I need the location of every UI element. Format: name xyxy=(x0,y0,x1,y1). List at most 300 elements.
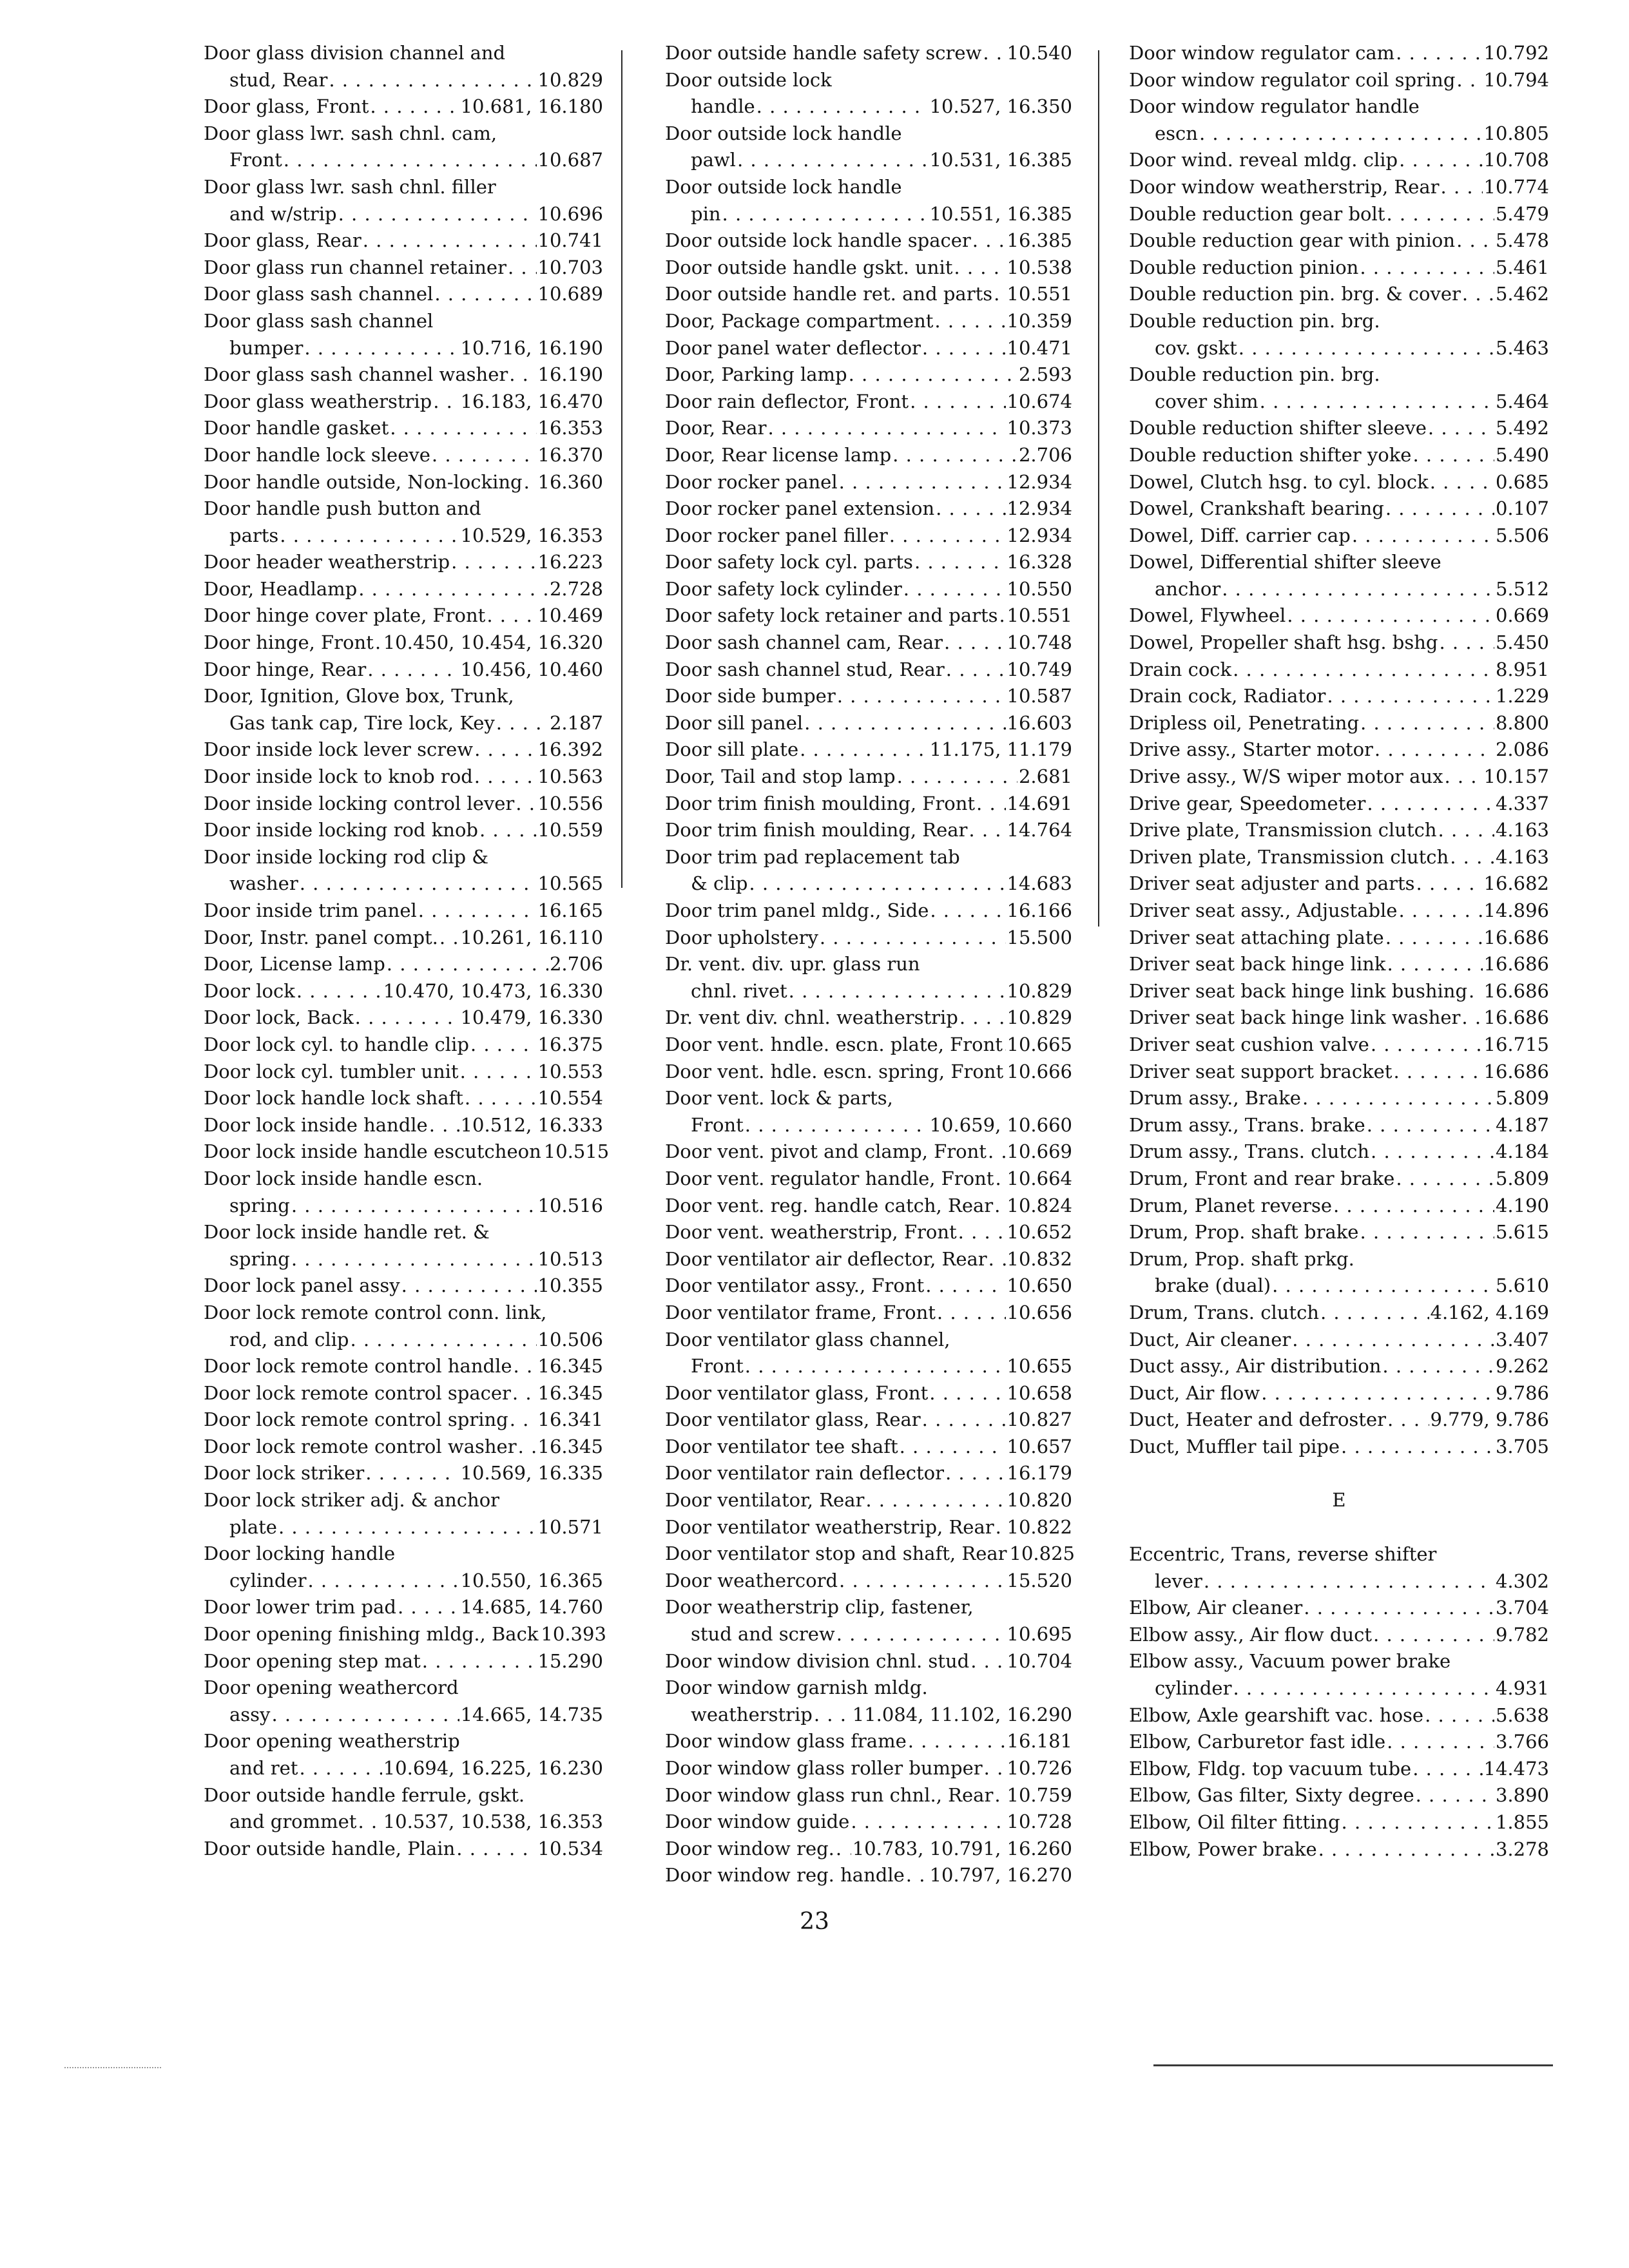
index-entry xyxy=(1129,40,1549,67)
scan-artifact-line-left xyxy=(64,2067,161,2068)
index-entry-line xyxy=(204,1300,603,1327)
index-entry-text: Door weathercord xyxy=(665,1569,838,1591)
index-entry-line xyxy=(665,1728,1072,1755)
index-entry-reference: 10.531, 16.385 xyxy=(929,149,1072,171)
index-entry-text: Door vent. regulator handle, Front xyxy=(665,1167,994,1189)
index-entry-reference: 10.703 xyxy=(537,256,603,278)
index-entry-reference: 5.490 xyxy=(1495,443,1549,466)
index-entry-reference: 10.696 xyxy=(537,202,603,225)
dot-leader xyxy=(1204,1568,1494,1595)
index-entry-continuation-line xyxy=(665,1353,1072,1380)
index-entry xyxy=(665,1460,1072,1487)
dot-leader xyxy=(908,1728,1006,1755)
dot-leader xyxy=(745,1112,929,1139)
index-entry-text: Door lock, Back xyxy=(204,1006,354,1029)
index-entry-text: stud and screw xyxy=(691,1623,835,1646)
dot-leader xyxy=(999,602,1006,629)
index-entry xyxy=(204,1112,603,1139)
index-entry-text: plate xyxy=(229,1515,277,1538)
index-entry xyxy=(204,1675,603,1728)
dot-leader xyxy=(363,227,537,255)
index-entry-text: pawl xyxy=(691,149,736,171)
dot-leader xyxy=(510,1407,537,1434)
index-entry xyxy=(1129,67,1549,94)
index-entry-continuation-line xyxy=(204,147,603,174)
index-entry-reference: 14.683 xyxy=(1007,872,1072,895)
index-entry xyxy=(204,495,603,549)
index-entry-text: Dowel, Diff. carrier cap xyxy=(1129,524,1351,546)
index-entry-reference: 8.951 xyxy=(1495,658,1549,680)
index-entry-reference: 5.479 xyxy=(1495,202,1549,225)
index-entry-line xyxy=(204,764,603,791)
dot-leader xyxy=(1327,683,1494,710)
index-entry xyxy=(1129,791,1549,818)
index-entry-continuation-line xyxy=(204,1193,603,1220)
dot-leader xyxy=(451,549,536,576)
dot-leader xyxy=(954,255,1005,282)
index-entry-reference: 11.175, 11.179 xyxy=(929,738,1072,761)
index-entry-reference: 10.716, 16.190 xyxy=(460,336,603,359)
dot-leader xyxy=(946,657,1006,684)
index-entry-line xyxy=(204,40,603,67)
index-entry xyxy=(204,951,603,978)
index-entry-continuation-line xyxy=(204,67,603,94)
index-entry xyxy=(665,736,1072,764)
index-entry-line xyxy=(204,1675,603,1702)
dot-leader xyxy=(914,549,1006,576)
index-entry xyxy=(1129,764,1549,791)
index-entry-continuation-line xyxy=(204,710,603,737)
dot-leader xyxy=(1385,495,1494,523)
index-entry-continuation-line xyxy=(1129,389,1549,416)
index-entry-line xyxy=(1129,281,1549,308)
index-entry-line xyxy=(665,1594,1072,1621)
index-entry-line xyxy=(204,442,603,469)
index-entry-text: Door glass sash channel xyxy=(204,309,434,332)
dot-leader xyxy=(837,683,1006,710)
dot-leader xyxy=(1396,40,1482,67)
index-entry-text: Driver seat back hinge link bushing xyxy=(1129,979,1468,1002)
dot-leader xyxy=(1304,1595,1494,1622)
index-entry-text: Door trim finish moulding, Rear xyxy=(665,819,968,841)
index-entry-reference: 3.278 xyxy=(1495,1838,1549,1860)
index-entry xyxy=(665,1434,1072,1461)
index-entry-reference: 10.540 xyxy=(1007,42,1072,64)
dot-leader xyxy=(358,1809,381,1836)
index-entry-reference: 9.782 xyxy=(1495,1623,1549,1646)
index-entry-text: Door lock inside handle escutcheon xyxy=(204,1140,541,1163)
dot-leader xyxy=(470,1032,537,1059)
index-entry-line xyxy=(665,1273,1072,1300)
index-entry-reference: 10.664 xyxy=(1007,1167,1072,1189)
index-entry-text: Door header weatherstrip xyxy=(204,551,450,573)
index-entry-text: Door handle lock sleeve xyxy=(204,443,430,466)
index-entry-reference: 15.520 xyxy=(1007,1569,1072,1591)
dot-leader xyxy=(1260,389,1494,416)
index-entry-text: Drum assy., Trans. clutch xyxy=(1129,1140,1370,1163)
index-entry-reference: 5.463 xyxy=(1495,336,1549,359)
index-entry-line xyxy=(204,602,603,629)
index-entry-line xyxy=(665,255,1072,282)
index-entry-text: Door lock remote control washer xyxy=(204,1435,517,1457)
index-entry-reference: 16.385 xyxy=(1007,229,1072,252)
index-entry-text: Drain cock xyxy=(1129,658,1232,680)
index-entry-text: Door rocker panel xyxy=(665,470,838,493)
index-entry-line xyxy=(665,40,1072,67)
index-entry-reference: 5.506 xyxy=(1495,524,1549,546)
index-entry-reference: 10.681, 16.180 xyxy=(460,95,603,118)
index-entry-line xyxy=(665,227,1072,255)
index-entry-line xyxy=(665,791,1072,818)
index-entry-text: Door lower trim pad xyxy=(204,1596,396,1619)
index-entry-text: Drum, Trans. clutch xyxy=(1129,1301,1319,1323)
index-entry-reference: 3.407 xyxy=(1495,1328,1549,1350)
index-entry-reference: 15.290 xyxy=(537,1649,603,1672)
dot-leader xyxy=(929,1380,1005,1407)
index-entry-text: Door, Rear license lamp xyxy=(665,443,892,466)
index-entry-text: Door side bumper xyxy=(665,685,836,707)
index-entry-text: Door vent. hdle. escn. spring, Front xyxy=(665,1060,1004,1082)
index-entry-line xyxy=(665,174,1072,201)
index-entry-reference: 16.682 xyxy=(1483,872,1549,895)
index-entry xyxy=(204,469,603,496)
index-entry xyxy=(1129,523,1549,550)
index-entry-reference: 10.515 xyxy=(543,1140,610,1163)
index-entry xyxy=(1129,281,1549,308)
index-entry-text: Double reduction gear with pinion xyxy=(1129,229,1456,252)
index-entry-reference: 5.809 xyxy=(1495,1167,1549,1189)
index-entry-line xyxy=(665,1648,1072,1675)
dot-leader xyxy=(1373,1622,1494,1649)
scan-artifact-line-right xyxy=(1153,2064,1553,2066)
index-entry-line xyxy=(204,549,603,576)
index-entry-reference: 10.708 xyxy=(1483,149,1549,171)
index-entry-reference: 10.665 xyxy=(1007,1033,1072,1055)
index-entry-line xyxy=(204,1353,603,1380)
index-entry-text: Dripless oil, Penetrating xyxy=(1129,711,1360,734)
index-entry-text: Door inside locking rod clip & xyxy=(204,845,489,868)
dot-leader xyxy=(329,67,536,94)
index-entry-line xyxy=(665,1434,1072,1461)
index-entry xyxy=(665,1836,1072,1863)
index-entry-text: Door rocker panel filler xyxy=(665,524,888,546)
index-entry xyxy=(1129,844,1549,871)
index-entry-reference: 16.603 xyxy=(1007,711,1072,734)
index-entry-continuation-line xyxy=(204,1246,603,1273)
index-entry-line xyxy=(204,657,603,684)
index-entry-text: Door lock remote control spring xyxy=(204,1408,508,1431)
index-entry-reference: 16.686 xyxy=(1483,979,1549,1002)
index-entry xyxy=(665,523,1072,550)
index-entry-reference: 5.492 xyxy=(1495,417,1549,439)
index-entry-reference: 14.896 xyxy=(1483,899,1549,921)
index-entry-reference: 12.934 xyxy=(1007,524,1072,546)
index-entry xyxy=(665,1514,1072,1541)
index-entry xyxy=(1129,93,1549,147)
index-entry-line xyxy=(204,817,603,844)
index-entry-reference: 10.741 xyxy=(537,229,603,252)
index-entry xyxy=(204,764,603,791)
index-entry xyxy=(665,1648,1072,1675)
dot-leader xyxy=(516,791,536,818)
index-entry xyxy=(665,1059,1072,1086)
index-entry-continuation-line xyxy=(204,1702,603,1729)
index-entry-text: Drive gear, Speedometer xyxy=(1129,792,1366,814)
index-entry-reference: 10.827 xyxy=(1007,1408,1072,1431)
index-entry-line xyxy=(665,442,1072,469)
index-entry-text: Drain cock, Radiator xyxy=(1129,685,1326,707)
index-entry-text: stud, Rear xyxy=(229,68,328,91)
index-entry xyxy=(665,1004,1072,1032)
index-entry-reference: 10.571 xyxy=(537,1515,603,1538)
index-entry-line xyxy=(204,495,603,523)
index-entry-line xyxy=(665,495,1072,523)
index-entry-reference: 4.163 xyxy=(1495,819,1549,841)
index-entry-line xyxy=(204,1380,603,1407)
index-entry xyxy=(1129,1541,1549,1595)
index-entry-reference: 5.478 xyxy=(1495,229,1549,252)
index-entry-text: Drum assy., Brake xyxy=(1129,1087,1301,1110)
index-entry xyxy=(204,576,603,603)
index-entry-text: Door glass, Rear xyxy=(204,229,361,252)
index-entry-text: Door window regulator coil spring xyxy=(1129,68,1456,91)
index-entry-line xyxy=(1129,549,1549,576)
index-entry-text: Duct, Air flow xyxy=(1129,1381,1260,1404)
index-entry xyxy=(1129,174,1549,201)
dot-leader xyxy=(814,1702,851,1729)
dot-leader xyxy=(390,415,536,442)
index-entry-continuation-line xyxy=(665,147,1072,174)
dot-leader xyxy=(976,791,1005,818)
index-entry-line xyxy=(665,1327,1072,1354)
index-entry-text: Driver seat support bracket xyxy=(1129,1060,1393,1082)
index-entry-text: Elbow, Air cleaner xyxy=(1129,1597,1303,1619)
index-entry-line xyxy=(1129,469,1549,496)
index-entry xyxy=(665,389,1072,416)
dot-leader xyxy=(1385,925,1483,952)
index-entry-line xyxy=(1129,1809,1549,1836)
index-entry-line xyxy=(204,1139,610,1166)
index-entry-reference: 10.469 xyxy=(537,604,603,627)
index-entry xyxy=(204,657,603,684)
index-entry-line xyxy=(665,710,1072,737)
dot-leader xyxy=(387,951,548,978)
index-entry-reference: 10.792 xyxy=(1483,42,1549,64)
index-entry-line xyxy=(665,951,1072,978)
index-entry-text: & clip xyxy=(691,872,748,895)
index-entry-text: Door, License lamp xyxy=(204,953,385,975)
index-entry-text: Door ventilator frame, Front xyxy=(665,1301,936,1323)
index-entry-text: Door lock remote control handle xyxy=(204,1355,512,1378)
index-entry-text: Driver seat attaching plate xyxy=(1129,926,1384,948)
index-entry-reference: 4.302 xyxy=(1495,1570,1549,1592)
index-entry-reference: 10.157 xyxy=(1483,765,1549,788)
index-entry xyxy=(204,415,603,442)
index-entry-reference: 1.229 xyxy=(1495,685,1549,707)
index-entry-continuation-line xyxy=(204,201,603,228)
dot-leader xyxy=(969,817,1005,844)
index-entry-text: bumper xyxy=(229,336,304,359)
index-entry-reference: 14.473 xyxy=(1483,1757,1549,1780)
index-entry xyxy=(665,1327,1072,1380)
index-entry-text: Door sash channel cam, Rear xyxy=(665,631,943,654)
index-entry-reference: 2.728 xyxy=(549,577,603,600)
index-entry xyxy=(1129,1407,1549,1434)
index-entry-text: Door trim pad replacement tab xyxy=(665,845,960,868)
dot-leader xyxy=(365,1460,459,1487)
index-entry-text: Door handle outside, Non-locking xyxy=(204,470,523,493)
index-entry-reference: 10.550 xyxy=(1007,577,1072,600)
index-entry-text: cylinder xyxy=(1155,1677,1232,1700)
index-entry-reference: 10.516 xyxy=(537,1194,603,1216)
index-entry-text: Double reduction shifter sleeve xyxy=(1129,417,1427,439)
index-entry xyxy=(204,361,603,389)
index-entry-text: Dowel, Crankshaft bearing xyxy=(1129,497,1384,520)
index-entry-reference: 2.706 xyxy=(549,953,603,975)
index-entry-line xyxy=(665,736,1072,764)
index-entry-reference: 4.187 xyxy=(1495,1113,1549,1136)
index-entry-text: Door lock remote control conn. link, xyxy=(204,1301,547,1323)
dot-leader xyxy=(1425,1702,1494,1729)
index-entry-line xyxy=(1129,1756,1549,1783)
dot-leader xyxy=(1287,602,1494,629)
index-entry xyxy=(204,629,603,657)
index-entry-text: Dowel, Propeller shaft hsg. bshg xyxy=(1129,631,1438,654)
index-entry-reference: 12.934 xyxy=(1007,470,1072,493)
index-entry-reference: 10.551 xyxy=(1007,604,1072,627)
index-entry-text: Door lock inside handle xyxy=(204,1113,428,1136)
index-entry-line xyxy=(665,1862,1072,1889)
index-entry-text: Door glass lwr. sash chnl. filler xyxy=(204,175,496,198)
index-entry-continuation-line xyxy=(1129,1568,1549,1595)
index-entry-reference: 16.183, 16.470 xyxy=(460,390,603,412)
index-entry-text: Driver seat cushion valve xyxy=(1129,1033,1369,1055)
index-entry-reference: 10.652 xyxy=(1007,1221,1072,1244)
index-entry xyxy=(665,361,1072,389)
index-entry-text: Drum, Prop. shaft prkg. xyxy=(1129,1247,1354,1270)
index-entry-text: weatherstrip xyxy=(691,1703,813,1725)
dot-leader xyxy=(1456,67,1482,94)
index-entry-text: Door lock cyl. to handle clip xyxy=(204,1033,469,1055)
index-entry-text: pin xyxy=(691,202,721,225)
index-entry xyxy=(665,469,1072,496)
index-entry-text: Double reduction pinion xyxy=(1129,256,1359,278)
index-entry-line xyxy=(1129,1004,1549,1032)
index-entry xyxy=(1129,1032,1549,1059)
index-entry-text: Door wind. reveal mldg. clip xyxy=(1129,149,1398,171)
index-entry-reference: 10.556 xyxy=(537,792,603,814)
index-entry-line xyxy=(1129,657,1549,684)
index-entry xyxy=(204,1407,603,1434)
index-entry-line xyxy=(665,1246,1072,1273)
index-entry-reference: 16.181 xyxy=(1007,1730,1072,1753)
dot-leader xyxy=(1292,1327,1494,1354)
index-entry-text: Door ventilator rain deflector xyxy=(665,1462,944,1485)
index-entry-reference: 10.537, 10.538, 16.353 xyxy=(383,1811,603,1833)
index-entry xyxy=(665,683,1072,710)
index-entry-line xyxy=(665,1300,1072,1327)
index-entry-text: lever xyxy=(1155,1570,1202,1592)
index-entry xyxy=(1129,1836,1549,1863)
index-entry xyxy=(204,1648,603,1675)
index-entry-continuation-line xyxy=(1129,576,1549,603)
dot-leader xyxy=(1239,335,1494,362)
index-entry-reference: 16.166 xyxy=(1007,899,1072,921)
dot-leader xyxy=(509,361,536,389)
index-entry-reference: 10.554 xyxy=(537,1087,603,1110)
index-entry-reference: 5.610 xyxy=(1495,1274,1549,1297)
dot-leader xyxy=(1387,1407,1429,1434)
dot-leader xyxy=(304,335,459,362)
dot-leader xyxy=(889,523,1006,550)
index-entry-reference: 10.359 xyxy=(1007,309,1072,332)
dot-leader xyxy=(1367,791,1494,818)
index-entry-line xyxy=(204,1487,603,1514)
index-entry-line xyxy=(1129,951,1549,978)
dot-leader xyxy=(271,1702,459,1729)
index-entry-continuation-line xyxy=(204,1514,603,1541)
index-entry xyxy=(1129,1059,1549,1086)
dot-leader xyxy=(1382,1353,1494,1380)
index-entry xyxy=(1129,629,1549,657)
index-entry-line xyxy=(665,1407,1072,1434)
index-entry-reference: 4.162, 4.169 xyxy=(1430,1301,1549,1323)
index-entry xyxy=(665,657,1072,684)
index-entry-reference: 10.587 xyxy=(1007,685,1072,707)
index-entry-line xyxy=(1129,683,1549,710)
index-entry-text: Door hinge cover plate, Front xyxy=(204,604,486,627)
index-entry xyxy=(665,120,1072,174)
index-entry-text: Door, Parking lamp xyxy=(665,363,847,386)
index-entry-text: Door outside handle, Plain xyxy=(204,1837,456,1860)
index-entry xyxy=(204,255,603,282)
dot-leader xyxy=(280,523,459,550)
index-entry-reference: 16.190 xyxy=(537,363,603,386)
index-entry-text: Door sill panel xyxy=(665,711,804,734)
index-entry xyxy=(1129,1595,1549,1622)
index-entry-reference: 10.373 xyxy=(1007,417,1072,439)
dot-leader xyxy=(1360,255,1494,282)
dot-leader xyxy=(934,308,1005,335)
index-entry-line xyxy=(1129,1085,1549,1112)
index-entry-reference: 16.341 xyxy=(537,1408,603,1431)
dot-leader xyxy=(398,1594,459,1621)
index-entry-reference: 4.163 xyxy=(1495,845,1549,868)
dot-leader xyxy=(995,1166,1005,1193)
index-entry-reference: 14.665, 14.735 xyxy=(460,1703,603,1725)
index-entry-reference: 16.165 xyxy=(537,899,603,921)
index-entry-continuation-line xyxy=(204,335,603,362)
dot-leader xyxy=(367,657,459,684)
index-entry xyxy=(665,1407,1072,1434)
index-entry xyxy=(1129,951,1549,978)
index-entry-line xyxy=(1129,1166,1549,1193)
dot-leader xyxy=(994,1782,1005,1809)
index-entry xyxy=(665,1755,1072,1782)
index-entry-text: Door ventilator air deflector, Rear xyxy=(665,1247,987,1270)
index-entry-reference: 0.669 xyxy=(1495,604,1549,627)
index-entry-reference: 2.086 xyxy=(1495,738,1549,761)
index-entry xyxy=(1129,1353,1549,1380)
dot-leader xyxy=(429,1112,459,1139)
dot-leader xyxy=(460,1059,537,1086)
index-entry-reference: 10.728 xyxy=(1007,1811,1072,1833)
index-entry-line xyxy=(1129,442,1549,469)
dot-leader xyxy=(1320,1300,1429,1327)
index-entry-continuation-line xyxy=(665,1621,1072,1648)
index-entry-text: Door rocker panel extension xyxy=(665,497,935,520)
index-entry-text: Door opening finishing mldg., Back xyxy=(204,1623,539,1646)
